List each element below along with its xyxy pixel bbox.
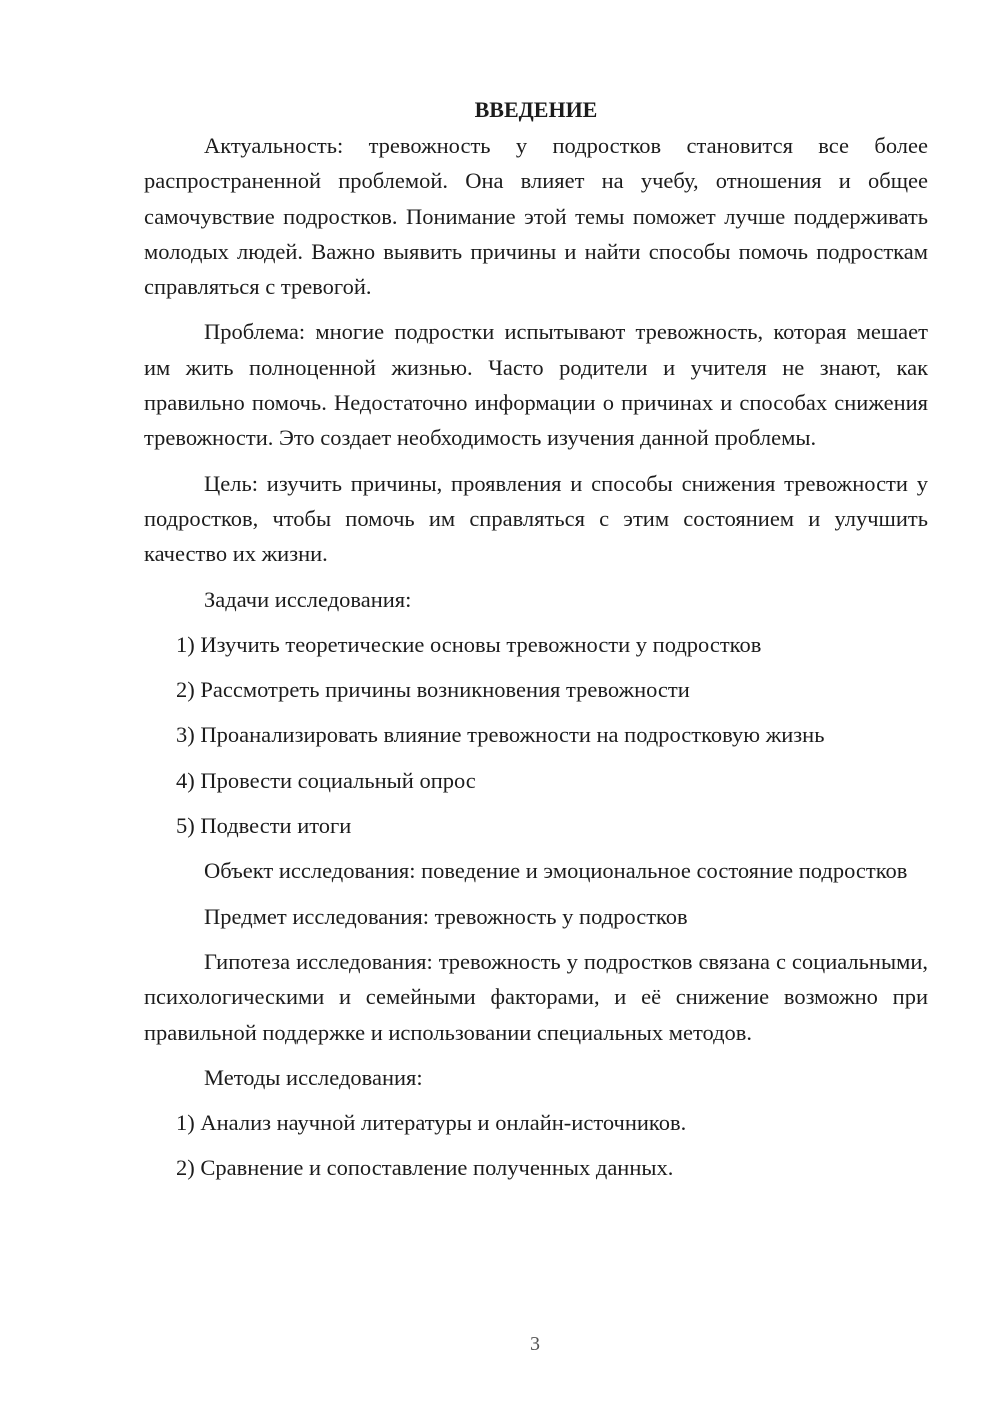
task-item: 4) Провести социальный опрос [176,767,476,793]
methods-heading: Методы исследования: [204,1064,423,1090]
task-item: 3) Проанализировать влияние тревожности на подростковую жизнь [176,722,825,748]
page-content [144,92,928,1196]
tasks-heading: Задачи исследования: [204,586,412,612]
task-item: 2) Рассмотреть причины возникновения тревожности [176,677,690,703]
page-title: ВВЕДЕНИЕ [474,97,598,122]
relevance-paragraph: Актуальность: тревожность у подростков становится все более распространенной проблемой. Она влияет на учебу, отношения и общее самочувствие подростков. Понимание этой темы поможет лучше поддерживать молодых людей. Важно выявить причины и найти способы помочь подросткам справляться с тревогой. [144,133,928,300]
problem-paragraph: Проблема: многие подростки испытывают тревожность, которая мешает им жить полноценной жизнью. Часто родители и учителя не знают, как правильно помочь. Недостаточно информации о причинах и способах снижения тревожности. Это создает необходимость изучения данной проблемы. [144,319,928,451]
goal-paragraph: Цель: изучить причины, проявления и способы снижения тревожности у подростков, чтобы помочь им справляться с этим состоянием и улучшить качество их жизни. [144,470,928,567]
page-number: 3 [530,1333,540,1355]
method-item: 1) Анализ научной литературы и онлайн-источников. [176,1110,687,1136]
hypothesis-paragraph: Гипотеза исследования: тревожность у подростков связана с социальными, психологическими и семейными факторами, и её снижение возможно при правильной поддержке и использовании специальных методов. [144,948,928,1045]
subject-paragraph: Предмет исследования: тревожность у подростков [204,903,688,929]
task-item: 5) Подвести итоги [176,813,352,839]
method-item: 2) Сравнение и сопоставление полученных данных. [176,1155,674,1181]
object-paragraph: Объект исследования: поведение и эмоциональное состояние подростков [204,858,908,884]
task-item: 1) Изучить теоретические основы тревожности у подростков [176,631,762,657]
